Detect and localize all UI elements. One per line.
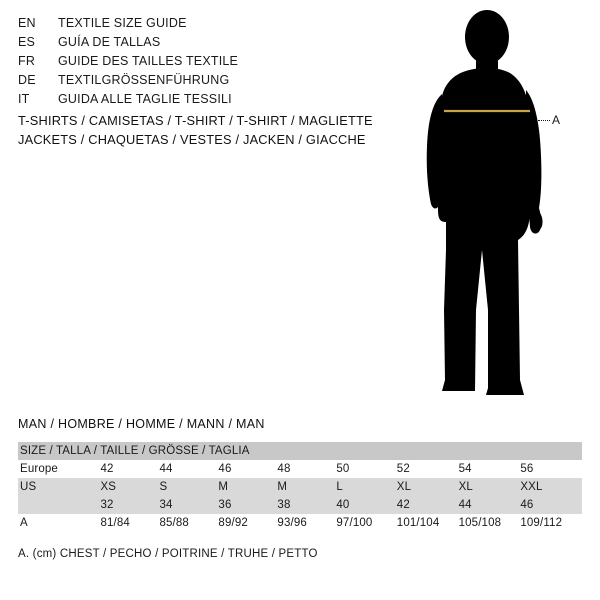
language-code: DE [18,73,36,87]
cell: 42 [100,460,159,478]
language-code: EN [18,16,36,30]
cell: 34 [159,496,218,514]
cell: 93/96 [277,514,336,532]
language-row [18,35,378,54]
cell: L [336,478,396,496]
cell: M [277,478,336,496]
table-title-cell: SIZE / TALLA / TAILLE / GRÖSSE / TAGLIA [18,442,582,460]
cell: 46 [218,460,277,478]
cell: XL [397,478,459,496]
cell: XXL [520,478,582,496]
row-label-europe: Europe [18,460,100,478]
cell: 109/112 [520,514,582,532]
cell: 81/84 [100,514,159,532]
cell: 56 [520,460,582,478]
language-row [18,16,378,35]
cell: 44 [459,496,521,514]
language-code: FR [18,54,36,68]
silhouette-icon [400,10,600,410]
male-silhouette-figure [400,10,600,410]
category-tshirts: T-SHIRTS / CAMISETAS / T-SHIRT / T-SHIRT / MAGLIETTE [18,113,373,128]
table-row [18,460,582,478]
language-row [18,92,378,111]
language-title: TEXTILE SIZE GUIDE [58,16,187,30]
row-label-a: A [18,514,100,532]
measure-label-a: A [552,113,561,127]
language-code: IT [18,92,30,106]
cell: 97/100 [336,514,396,532]
size-table [18,442,582,532]
cell: 32 [100,496,159,514]
language-title: GUIDA ALLE TAGLIE TESSILI [58,92,232,106]
footnote: A. (cm) CHEST / PECHO / POITRINE / TRUHE / PETTO [18,548,318,560]
cell: 85/88 [159,514,218,532]
cell: 40 [336,496,396,514]
cell: 38 [277,496,336,514]
row-label-blank [18,496,100,514]
cell: 54 [459,460,521,478]
language-title: TEXTILGRÖSSENFÜHRUNG [58,73,230,87]
cell: 44 [159,460,218,478]
cell: 36 [218,496,277,514]
table-row [18,496,582,514]
language-title: GUÍA DE TALLAS [58,35,161,49]
cell: M [218,478,277,496]
cell: 101/104 [397,514,459,532]
language-code: ES [18,35,36,49]
cell: S [159,478,218,496]
cell: 105/108 [459,514,521,532]
table-row [18,514,582,532]
language-title: GUIDE DES TAILLES TEXTILE [58,54,239,68]
cell: 48 [277,460,336,478]
language-row [18,73,378,92]
cell: XS [100,478,159,496]
cell: XL [459,478,521,496]
measure-leader-dots [538,120,550,121]
gender-header: MAN / HOMBRE / HOMME / MANN / MAN [18,417,265,431]
table-title-row [18,442,582,460]
cell: 46 [520,496,582,514]
row-label-us: US [18,478,100,496]
language-title-block [18,16,378,111]
category-block [18,111,398,149]
cell: 42 [397,496,459,514]
language-row [18,54,378,73]
cell: 50 [336,460,396,478]
table-row [18,478,582,496]
cell: 89/92 [218,514,277,532]
cell: 52 [397,460,459,478]
category-jackets: JACKETS / CHAQUETAS / VESTES / JACKEN / GIACCHE [18,132,366,147]
